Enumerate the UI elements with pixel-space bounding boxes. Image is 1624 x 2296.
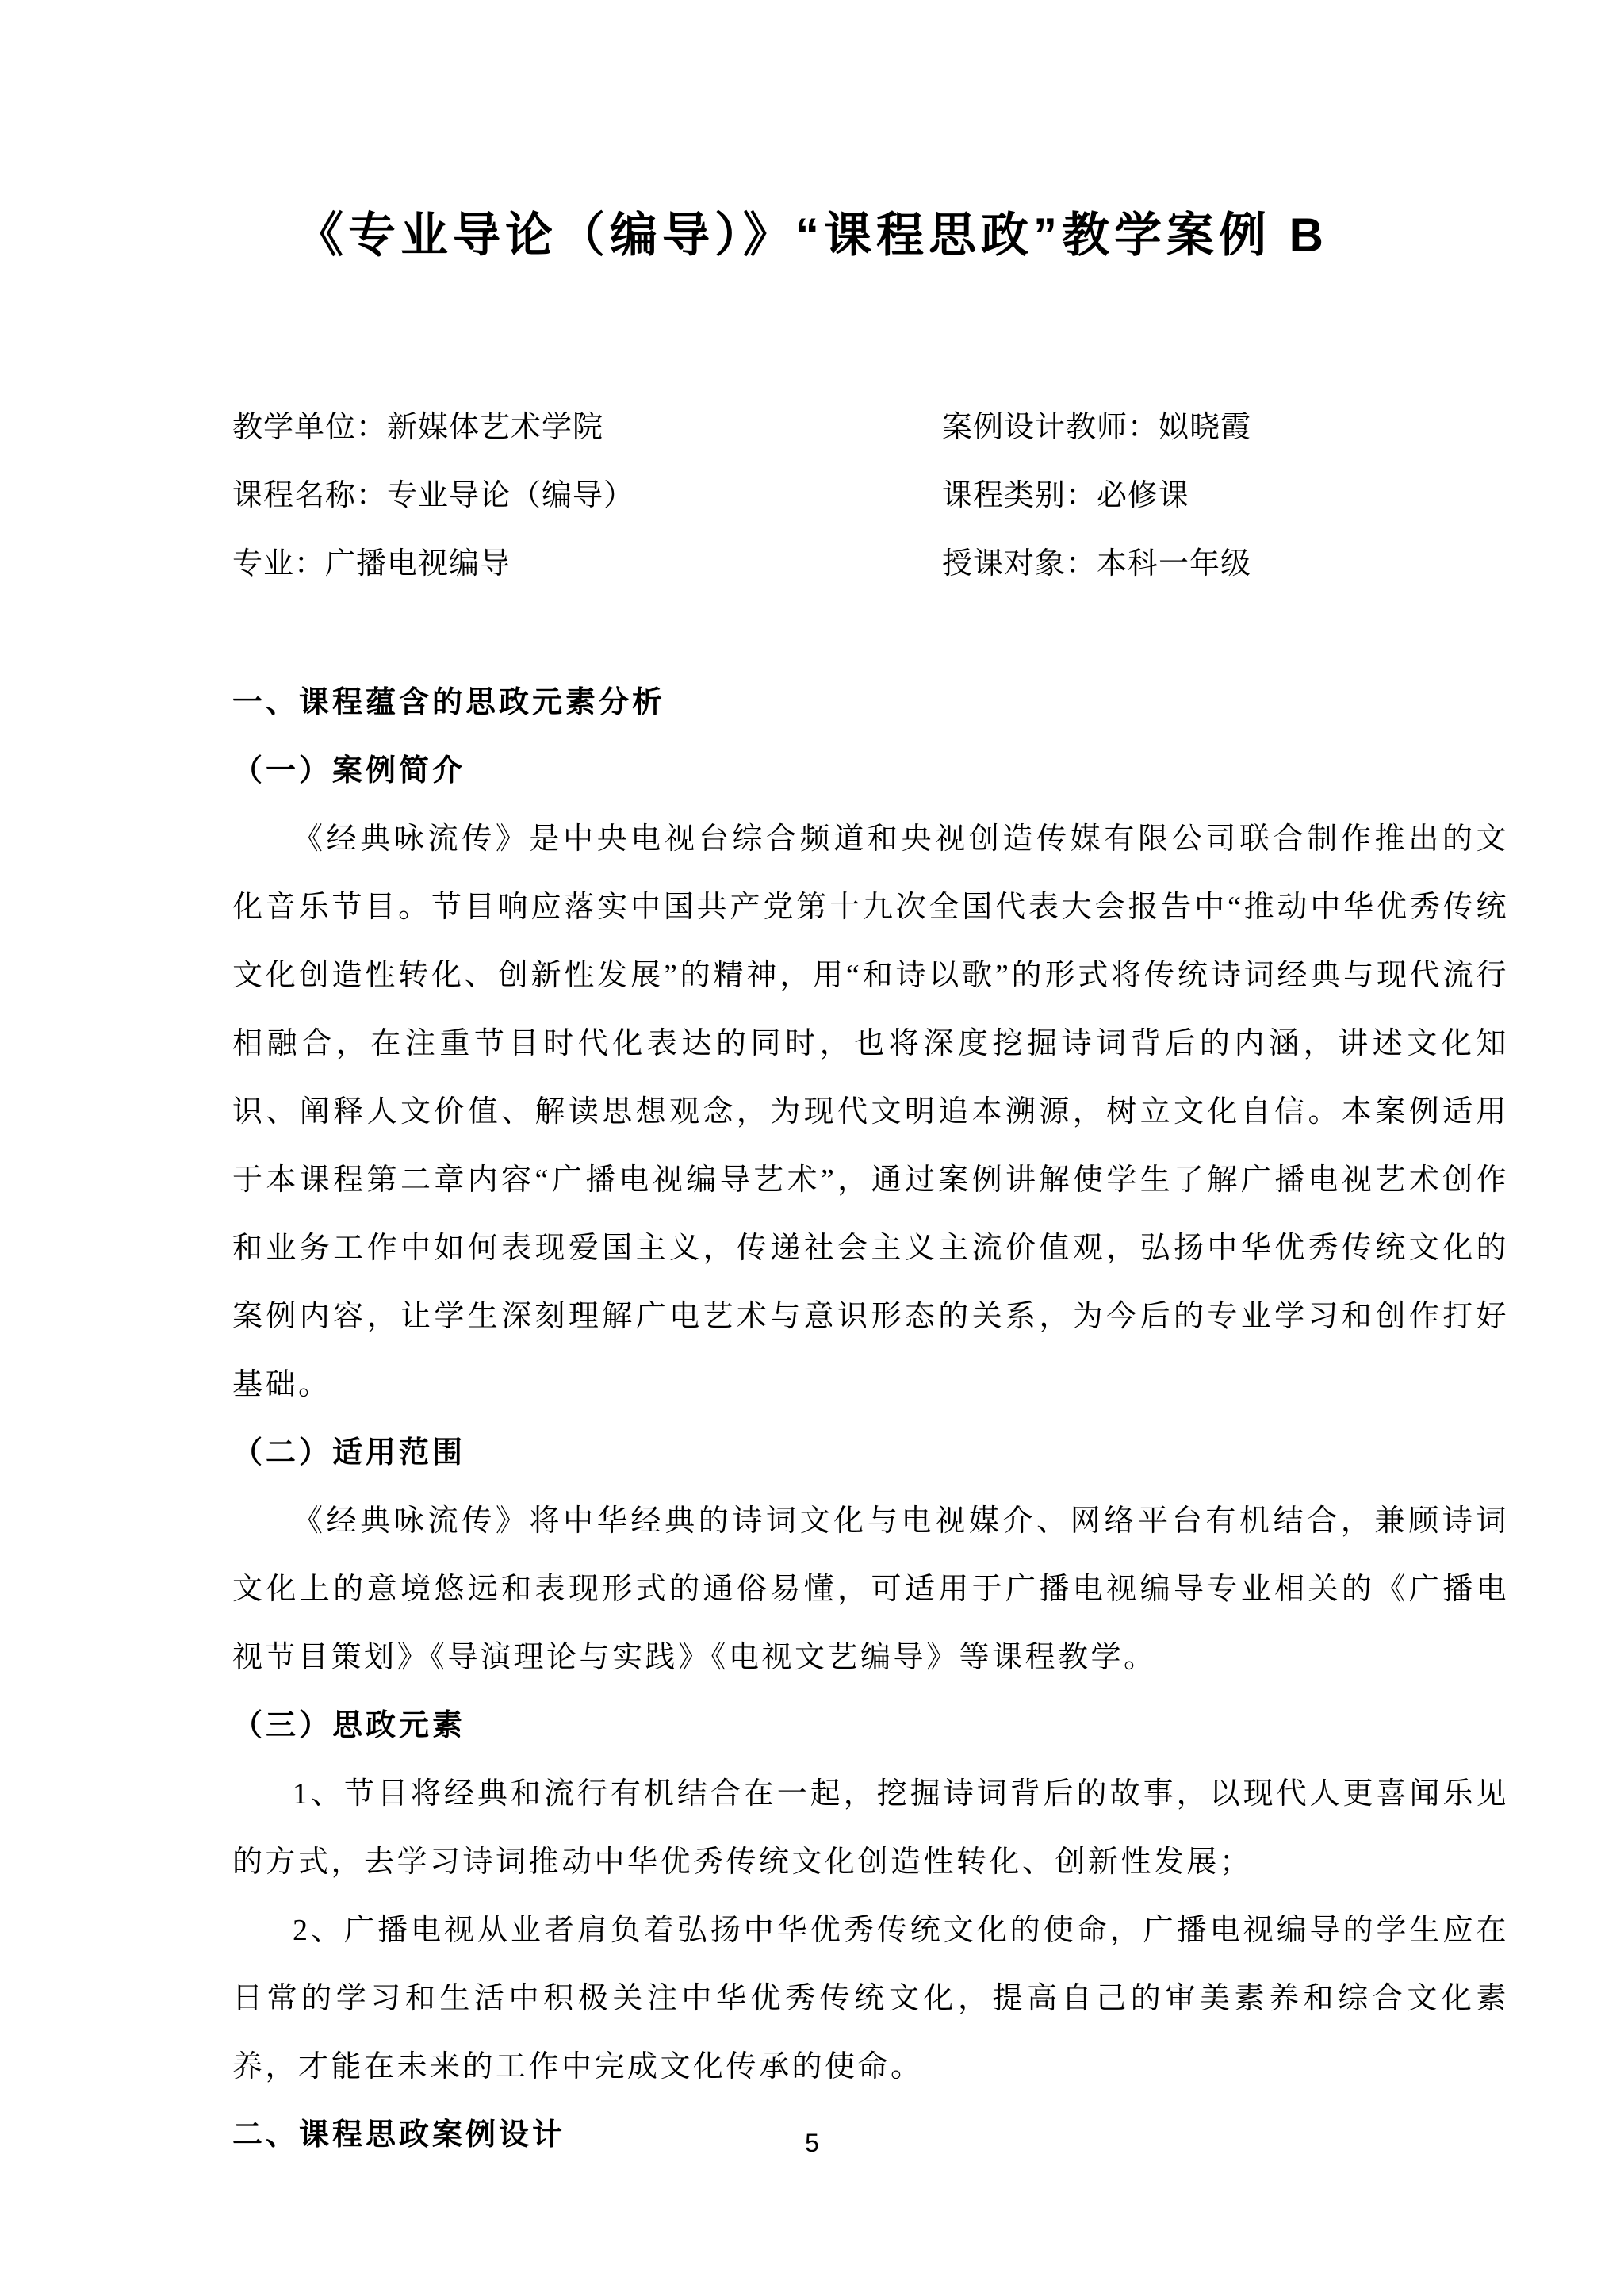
teaching-target: 授课对象：本科一年级 <box>942 547 1252 581</box>
document-body <box>232 669 1509 2169</box>
case-intro-paragraph: 《经典咏流传》是中央电视台综合频道和央视创造传媒有限公司联合制作推出的文化音乐节目。节目响应落实中国共产党第十九次全国代表大会报告中“推动中华优秀传统文化创造性转化、创新性发展”的精神，用“和诗以歌”的形式将传统诗词经典与现代流行相融合，在注重节目时代化表达的同时，也将深度挖掘诗词背后的内涵，讲述文化知识、阐释人文价值、解读思想观念，为现代文明追本溯源，树立文化自信。本案例适用于本课程第二章内容“广播电视编导艺术”，通过案例讲解使学生了解广播电视艺术创作和业务工作中如何表现爱国主义，传递社会主义主流价值观，弘扬中华优秀传统文化的案例内容，让学生深刻理解广电艺术与意识形态的关系，为今后的专业学习和创作打好基础。 <box>232 822 1509 1401</box>
subsection-ideology-elements-heading: （三）思政元素 <box>232 1709 466 1742</box>
course-category: 课程类别：必修课 <box>942 479 1190 512</box>
case-designer: 案例设计教师：姒晓霞 <box>942 411 1252 444</box>
subsection-scope-heading: （二）适用范围 <box>232 1436 466 1470</box>
scope-paragraph: 《经典咏流传》将中华经典的诗词文化与电视媒介、网络平台有机结合，兼顾诗词文化上的意境悠远和表现形式的通俗易懂，可适用于广播电视编导专业相关的《广播电视节目策划》《导演理论与实践》《电视文艺编导》等课程教学。 <box>232 1504 1509 1674</box>
page-number: 5 <box>805 2129 819 2157</box>
major: 专业：广播电视编导 <box>232 547 511 581</box>
course-info-table <box>232 393 1509 598</box>
ideology-element-item-1: 1、节目将经典和流行有机结合在一起，挖掘诗词背后的故事，以现代人更喜闻乐见的方式，去学习诗词推动中华优秀传统文化创造性转化、创新性发展； <box>232 1777 1509 1879</box>
document-title: 《专业导论（编导）》“课程思政”教学案例 B <box>296 209 1328 262</box>
teaching-unit: 教学单位：新媒体艺术学院 <box>232 411 604 444</box>
section-2-heading: 二、课程思政案例设计 <box>232 2118 566 2152</box>
course-name: 课程名称：专业导论（编导） <box>232 479 635 512</box>
section-1-heading: 一、课程蕴含的思政元素分析 <box>232 686 666 719</box>
subsection-case-intro-heading: （一）案例简介 <box>232 754 466 788</box>
ideology-element-item-2: 2、广播电视从业者肩负着弘扬中华优秀传统文化的使命，广播电视编导的学生应在日常的学习和生活中积极关注中华优秀传统文化，提高自己的审美素养和综合文化素养，才能在未来的工作中完成文化传承的使命。 <box>232 1914 1509 2083</box>
